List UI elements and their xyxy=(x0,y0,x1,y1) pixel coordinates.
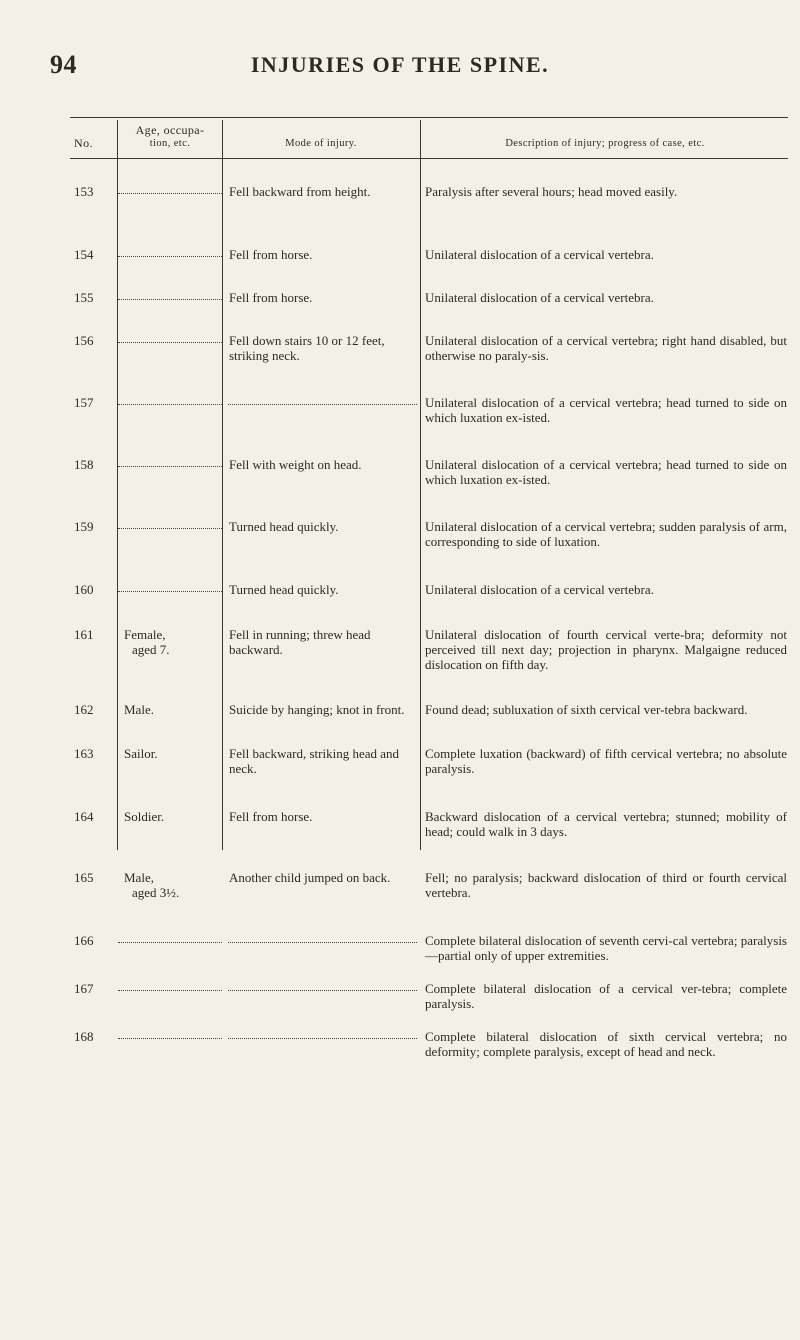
leader-dots xyxy=(118,299,222,300)
entry-number: 162 xyxy=(74,702,94,717)
entry-number: 156 xyxy=(74,333,94,348)
injury-description: Unilateral dislocation of a cervical vertebra; sudden paralysis of arm, corresponding to side of luxation. xyxy=(425,519,787,549)
injury-description: Unilateral dislocation of a cervical vertebra; head turned to side on which luxation ex-isted. xyxy=(425,457,787,487)
leader-dots xyxy=(228,942,417,943)
leader-dots xyxy=(118,528,222,529)
leader-dots xyxy=(118,193,222,194)
age-occupation xyxy=(124,627,216,657)
age-occupation-line: aged 7. xyxy=(132,642,170,657)
injury-description: Unilateral dislocation of a cervical vertebra. xyxy=(425,290,654,305)
entry-number: 153 xyxy=(74,184,94,199)
age-occupation-line: Soldier. xyxy=(124,809,165,824)
page-number: 94 xyxy=(50,50,77,79)
age-occupation-line: aged 3½. xyxy=(132,885,180,900)
leader-dots xyxy=(118,256,222,257)
entry-number: 167 xyxy=(74,981,94,996)
age-occupation-line: Male, xyxy=(124,870,154,885)
mode-of-injury: Fell from horse. xyxy=(229,809,313,824)
injury-description: Complete bilateral dislocation of sixth cervical vertebra; no deformity; complete paralysis, except of head and neck. xyxy=(425,1029,787,1059)
mode-of-injury: Turned head quickly. xyxy=(229,582,339,597)
age-occupation-line: Male. xyxy=(124,702,154,717)
leader-dots xyxy=(118,990,222,991)
leader-dots xyxy=(228,404,417,405)
table-top-rule xyxy=(70,117,788,118)
table-header-rule xyxy=(70,158,788,159)
mode-of-injury: Turned head quickly. xyxy=(229,519,339,534)
column-header-no: No. xyxy=(74,136,93,150)
injury-description: Unilateral dislocation of a cervical vertebra; right hand disabled, but otherwise no paraly-sis. xyxy=(425,333,787,363)
mode-of-injury: Fell backward from height. xyxy=(229,184,371,199)
injury-description: Backward dislocation of a cervical vertebra; stunned; mobility of head; could walk in 3 days. xyxy=(425,809,787,839)
mode-of-injury: Fell from horse. xyxy=(229,247,313,262)
mode-of-injury: Fell from horse. xyxy=(229,290,313,305)
leader-dots xyxy=(118,404,222,405)
column-divider xyxy=(222,120,223,850)
age-occupation xyxy=(124,870,216,900)
entry-number: 154 xyxy=(74,247,94,262)
leader-dots xyxy=(118,466,222,467)
entry-number: 165 xyxy=(74,870,94,885)
injury-description: Unilateral dislocation of a cervical vertebra; head turned to side on which luxation ex-isted. xyxy=(425,395,787,425)
entry-number: 157 xyxy=(74,395,94,410)
column-divider xyxy=(117,120,118,850)
column-header-description: Description of injury; progress of case, etc. xyxy=(505,138,705,149)
age-occupation xyxy=(124,702,216,717)
leader-dots xyxy=(228,1038,417,1039)
mode-of-injury: Fell down stairs 10 or 12 feet, striking neck. xyxy=(229,333,385,363)
injury-description: Unilateral dislocation of a cervical vertebra. xyxy=(425,582,654,597)
leader-dots xyxy=(228,990,417,991)
injury-description: Complete bilateral dislocation of seventh cervi-cal vertebra; paralysis—partial only of upper extremities. xyxy=(425,933,787,963)
leader-dots xyxy=(118,942,222,943)
entry-number: 155 xyxy=(74,290,94,305)
injury-description: Unilateral dislocation of fourth cervical verte-bra; deformity not perceived till next day; projection in pharynx. Malgaigne reduced dislocation on fifth day. xyxy=(425,627,787,672)
entry-number: 159 xyxy=(74,519,94,534)
entry-number: 160 xyxy=(74,582,94,597)
entry-number: 163 xyxy=(74,746,94,761)
entry-number: 161 xyxy=(74,627,94,642)
injury-description: Unilateral dislocation of a cervical vertebra. xyxy=(425,247,654,262)
injury-description: Complete luxation (backward) of fifth cervical vertebra; no absolute paralysis. xyxy=(425,746,787,776)
age-occupation xyxy=(124,809,216,824)
age-occupation-line: Female, xyxy=(124,627,166,642)
entry-number: 168 xyxy=(74,1029,94,1044)
column-header-age-line: tion, etc. xyxy=(149,138,191,149)
entry-number: 166 xyxy=(74,933,94,948)
column-header-age-line: Age, occupa- xyxy=(135,123,205,137)
entry-number: 164 xyxy=(74,809,94,824)
mode-of-injury: Another child jumped on back. xyxy=(229,870,391,885)
mode-of-injury: Fell with weight on head. xyxy=(229,457,362,472)
leader-dots xyxy=(118,342,222,343)
leader-dots xyxy=(118,591,222,592)
mode-of-injury: Fell in running; threw head backward. xyxy=(229,627,371,657)
age-occupation xyxy=(124,746,216,761)
entry-number: 158 xyxy=(74,457,94,472)
column-header-age xyxy=(118,124,222,150)
injury-description: Paralysis after several hours; head moved easily. xyxy=(425,184,678,199)
column-header-mode: Mode of injury. xyxy=(285,138,357,149)
injury-description: Fell; no paralysis; backward dislocation of third or fourth cervical vertebra. xyxy=(425,870,787,900)
column-divider xyxy=(420,120,421,850)
injury-description: Complete bilateral dislocation of a cervical ver-tebra; complete paralysis. xyxy=(425,981,787,1011)
leader-dots xyxy=(118,1038,222,1039)
mode-of-injury: Fell backward, striking head and neck. xyxy=(229,746,400,776)
age-occupation-line: Sailor. xyxy=(124,746,158,761)
injury-description: Found dead; subluxation of sixth cervical ver-tebra backward. xyxy=(425,702,748,717)
mode-of-injury: Suicide by hanging; knot in front. xyxy=(229,702,405,717)
running-title: INJURIES OF THE SPINE. xyxy=(250,52,550,77)
